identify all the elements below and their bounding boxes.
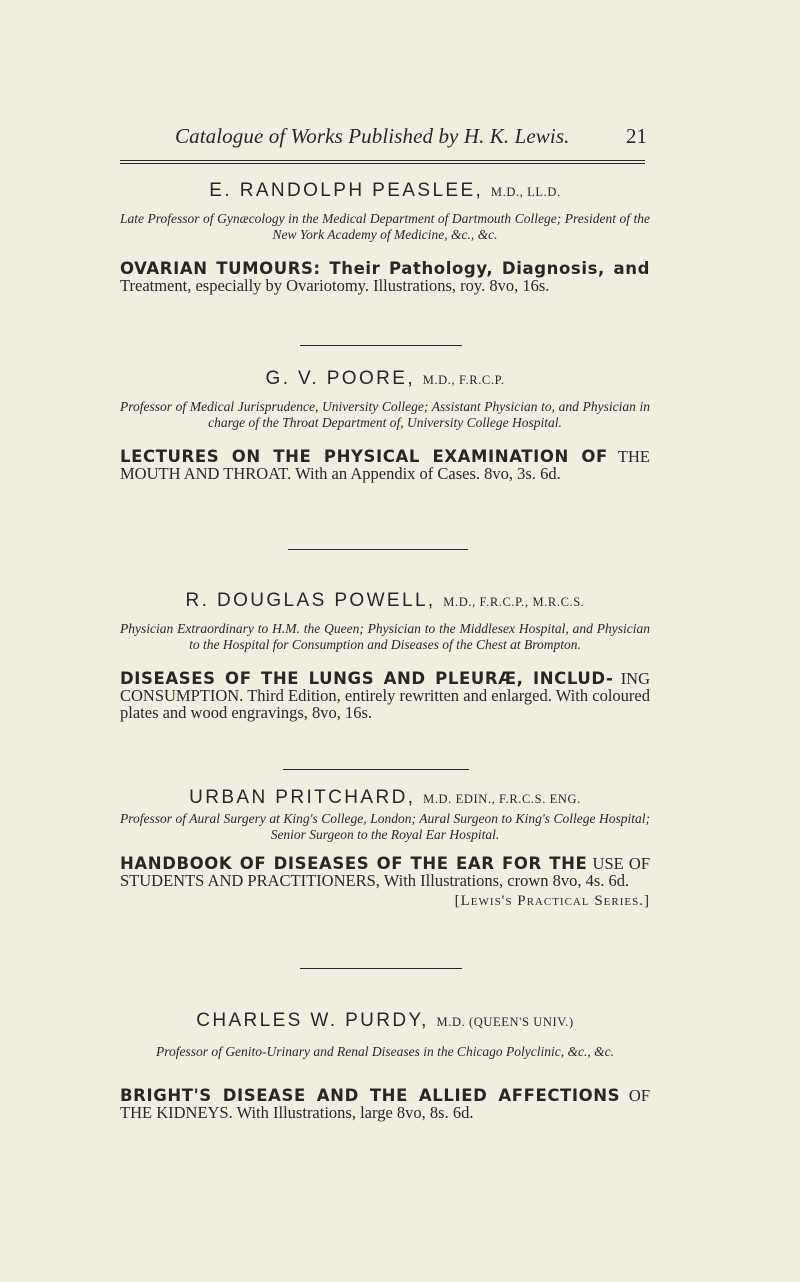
- author-degrees: M.D. (QUEEN'S UNIV.): [436, 1015, 574, 1029]
- section-divider: [300, 345, 462, 346]
- author-name: [120, 180, 650, 202]
- section-divider: [300, 968, 462, 969]
- page-number: 21: [626, 124, 647, 148]
- work-listing: [120, 260, 650, 294]
- author-degrees: M.D., LL.D.: [490, 185, 561, 199]
- work-listing: [120, 1087, 650, 1121]
- series-note: [Lewis's Practical Series.]: [454, 893, 650, 909]
- page-header: [120, 124, 655, 158]
- work-title: HANDBOOK OF DISEASES OF THE EAR FOR THE: [120, 854, 588, 873]
- work-title: OVARIAN TUMOURS: Their Pathology, Diagnosis, and: [120, 259, 650, 278]
- author-degrees: M.D. EDIN., F.R.C.S. ENG.: [423, 792, 581, 806]
- catalogue-entry-pritchard: [120, 787, 650, 910]
- author-degrees: M.D., F.R.C.P., M.R.C.S.: [443, 595, 585, 609]
- work-detail: ING CONSUMPTION. Third Edition, entirely rewritten and enlarged. With coloured plates and wood engravings, 8vo, 16s.: [120, 669, 651, 722]
- work-detail: THE MOUTH AND THROAT. With an Appendix of Cases. 8vo, 3s. 6d.: [120, 447, 650, 483]
- author-name-text: CHARLES W. PURDY,: [196, 1010, 429, 1031]
- author-name-text: R. DOUGLAS POWELL,: [185, 590, 436, 611]
- work-listing: [120, 855, 650, 889]
- catalogue-entry-purdy: [120, 1010, 650, 1121]
- author-name-text: E. RANDOLPH PEASLEE,: [209, 180, 484, 201]
- work-detail: USE OF STUDENTS AND PRACTITIONERS, With Illustrations, crown 8vo, 4s. 6d.: [120, 854, 650, 890]
- work-listing: [120, 670, 650, 721]
- work-title: DISEASES OF THE LUNGS AND PLEURÆ, INCLUD-: [120, 669, 614, 688]
- header-title: Catalogue of Works Published by H. K. Lewis.: [175, 124, 570, 148]
- section-divider: [283, 769, 469, 770]
- author-degrees: M.D., F.R.C.P.: [422, 373, 505, 387]
- catalogue-entry-poore: [120, 368, 650, 482]
- header-rule: [120, 160, 645, 164]
- author-name: [120, 787, 650, 809]
- work-detail: OF THE KIDNEYS. With Illustrations, large 8vo, 8s. 6d.: [120, 1086, 650, 1122]
- work-title: BRIGHT'S DISEASE AND THE ALLIED AFFECTIONS: [120, 1086, 621, 1105]
- catalogue-entry-peaslee: [120, 180, 650, 294]
- author-affiliation: Late Professor of Gynæcology in the Medical Department of Dartmouth College; President of the New York Academy of Medicine, &c., &c.: [120, 211, 650, 242]
- author-affiliation: Physician Extraordinary to H.M. the Queen; Physician to the Middlesex Hospital, and Physician to the Hospital for Consumption and Diseases of the Chest at Brompton.: [120, 621, 650, 652]
- author-name: [120, 1010, 650, 1032]
- author-name: [120, 368, 650, 390]
- author-affiliation: Professor of Genito-Urinary and Renal Diseases in the Chicago Polyclinic, &c., &c.: [155, 1044, 615, 1059]
- work-title: LECTURES ON THE PHYSICAL EXAMINATION OF: [120, 447, 608, 466]
- author-affiliation: Professor of Medical Jurisprudence, University College; Assistant Physician to, and Physician in charge of the Throat Department of, University College Hospital.: [120, 399, 650, 430]
- author-affiliation: Professor of Aural Surgery at King's College, London; Aural Surgeon to King's College Hospital; Senior Surgeon to the Royal Ear Hospital.: [120, 811, 650, 842]
- author-name-text: G. V. POORE,: [265, 368, 416, 389]
- author-name-text: URBAN PRITCHARD,: [189, 787, 416, 808]
- section-divider: [288, 549, 468, 550]
- catalogue-entry-powell: [120, 590, 650, 721]
- author-name: [120, 590, 650, 612]
- work-detail: Treatment, especially by Ovariotomy. Illustrations, roy. 8vo, 16s.: [120, 276, 550, 295]
- work-listing: [120, 448, 650, 482]
